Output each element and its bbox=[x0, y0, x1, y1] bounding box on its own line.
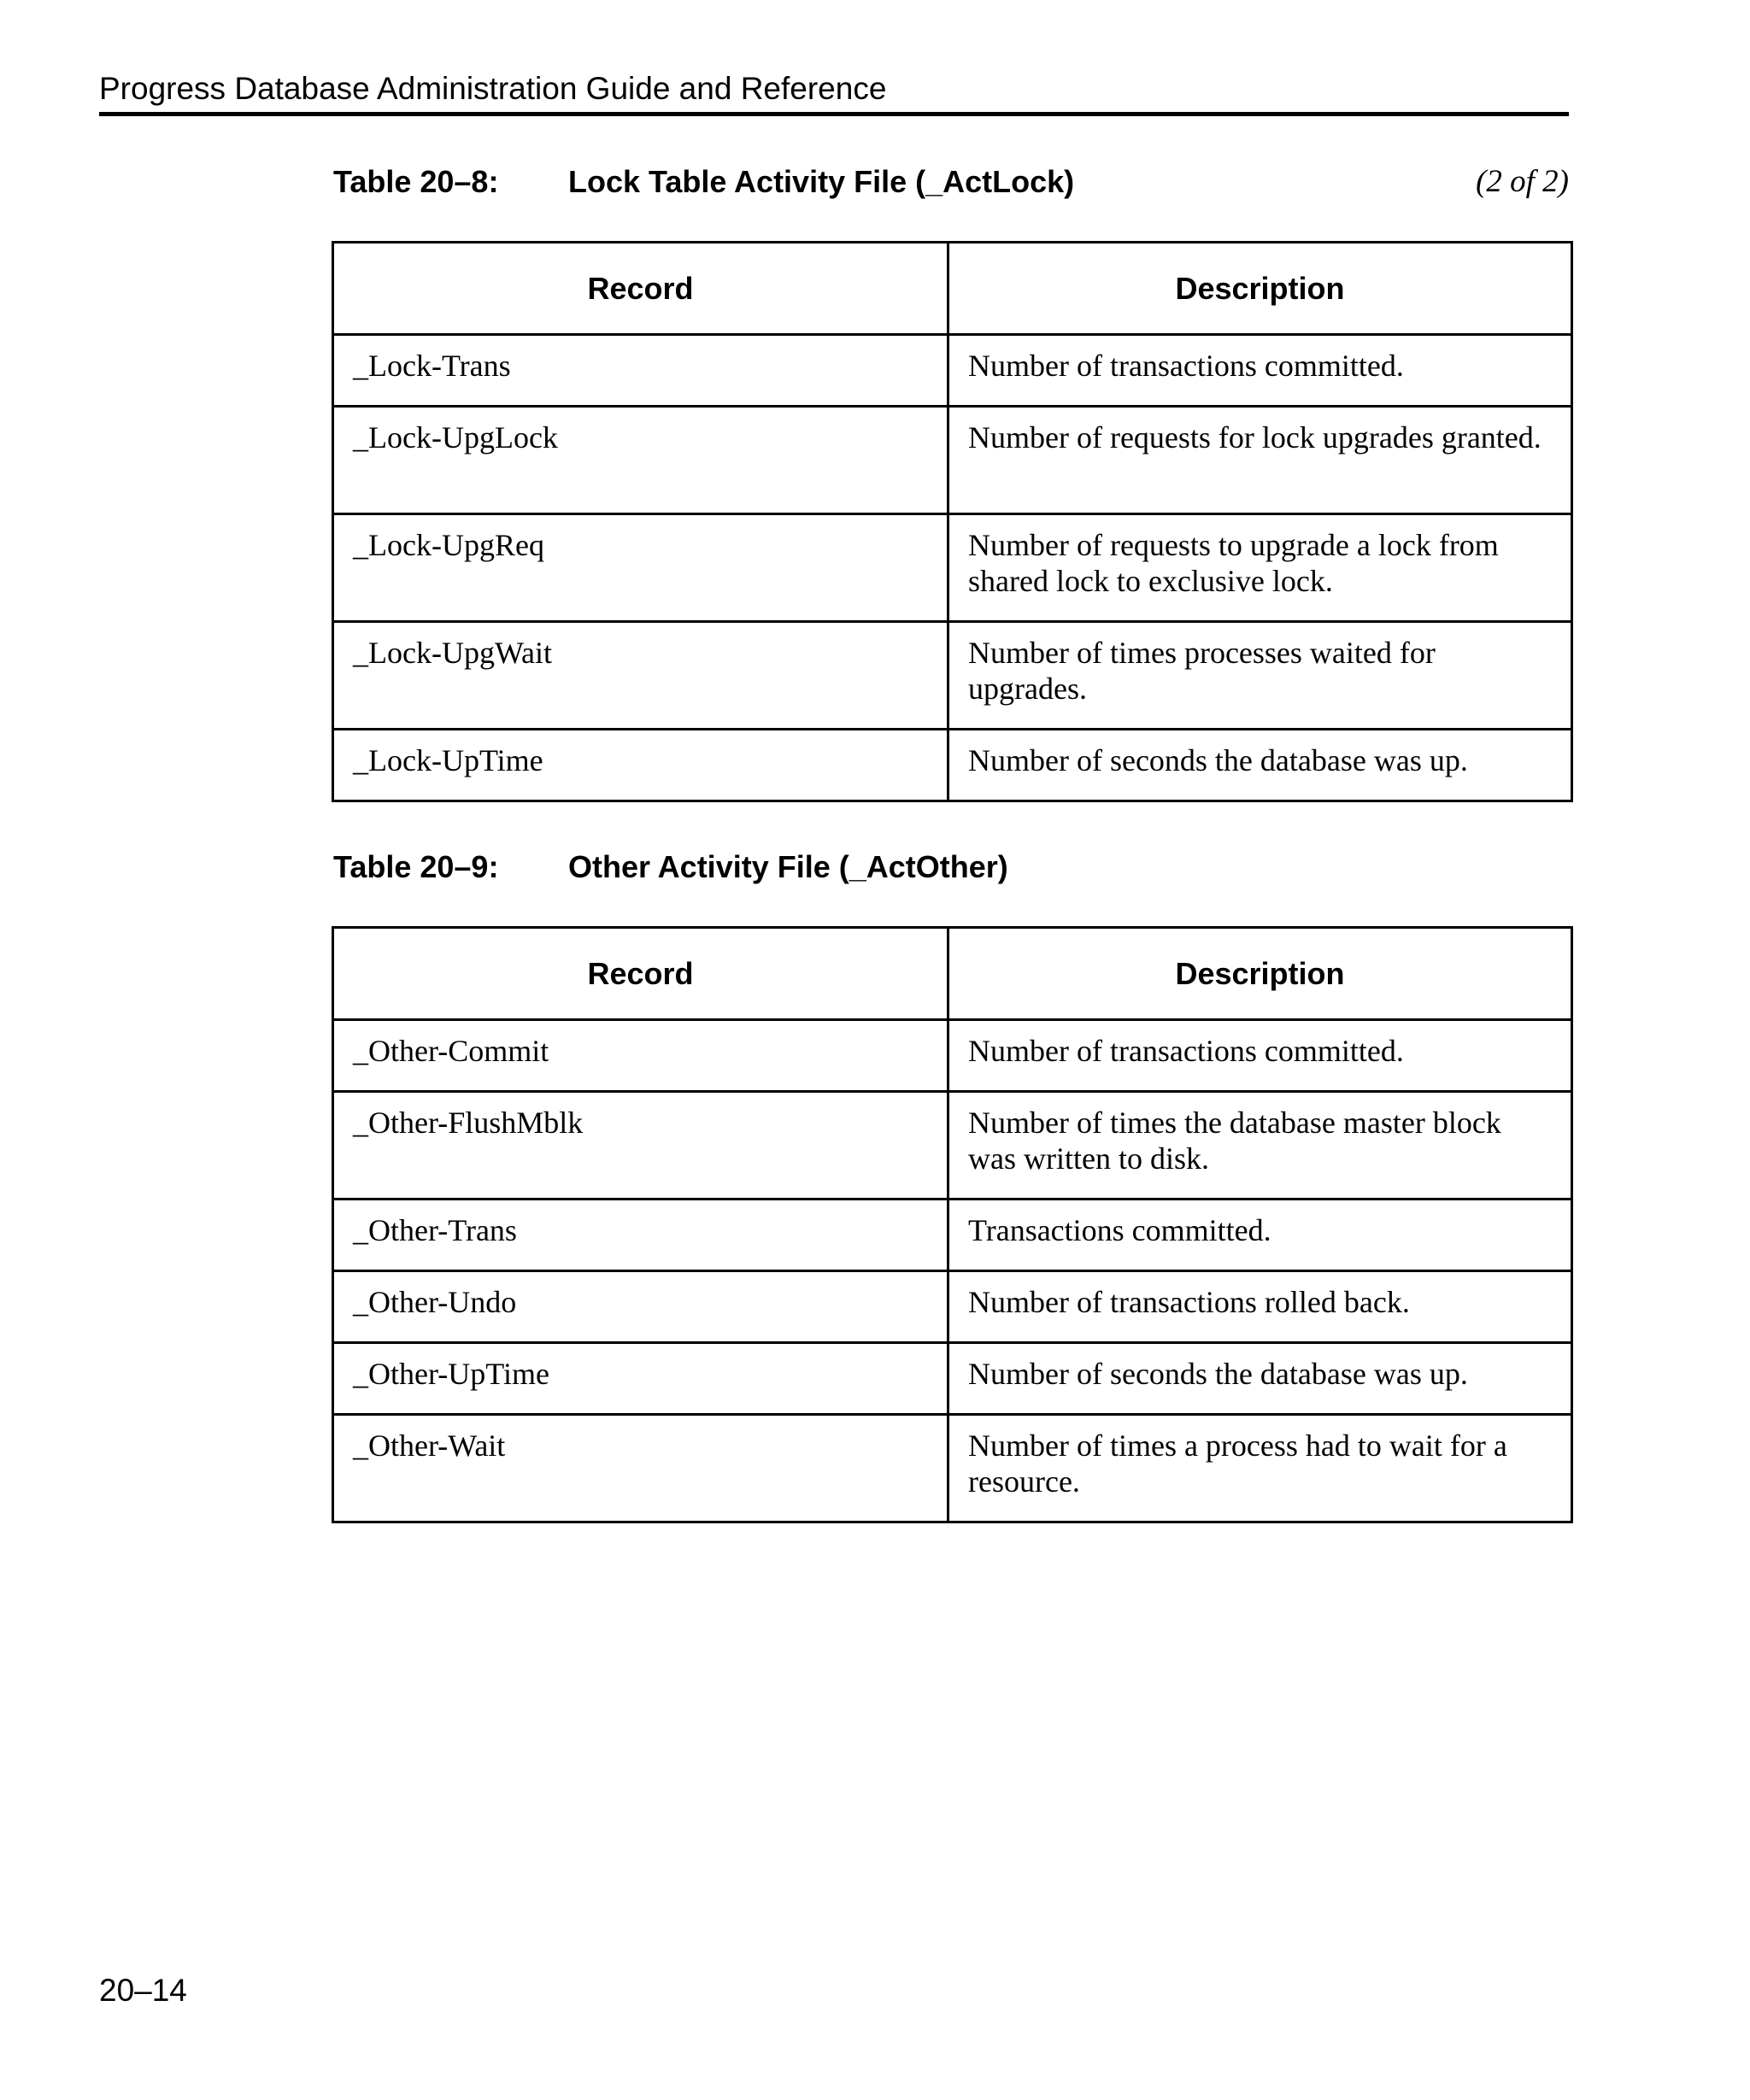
table-header-row bbox=[333, 928, 1572, 1020]
column-header-description: Description bbox=[948, 928, 1572, 1020]
record-cell: _Lock-Trans bbox=[333, 335, 948, 407]
table-header-row bbox=[333, 243, 1572, 335]
table-row bbox=[333, 1343, 1572, 1415]
description-cell: Number of requests to upgrade a lock from shared lock to exclusive lock. bbox=[948, 514, 1572, 622]
table-row bbox=[333, 407, 1572, 514]
record-cell: _Other-FlushMblk bbox=[333, 1092, 948, 1200]
running-header bbox=[99, 70, 1569, 116]
description-cell: Number of transactions committed. bbox=[948, 1020, 1572, 1092]
table-continuation-label: (2 of 2) bbox=[1476, 164, 1569, 199]
record-cell: _Lock-UpgReq bbox=[333, 514, 948, 622]
table-row bbox=[333, 730, 1572, 801]
table-caption-activity-lock bbox=[333, 161, 1569, 203]
running-title: Progress Database Administration Guide and Reference bbox=[99, 71, 887, 106]
table-row bbox=[333, 1200, 1572, 1271]
record-cell: _Other-Wait bbox=[333, 1415, 948, 1522]
record-cell: _Other-UpTime bbox=[333, 1343, 948, 1415]
description-cell: Transactions committed. bbox=[948, 1200, 1572, 1271]
record-cell: _Other-Trans bbox=[333, 1200, 948, 1271]
description-cell: Number of seconds the database was up. bbox=[948, 730, 1572, 801]
description-cell: Number of transactions rolled back. bbox=[948, 1271, 1572, 1343]
description-cell: Number of transactions committed. bbox=[948, 335, 1572, 407]
table-row bbox=[333, 1092, 1572, 1200]
description-cell: Number of requests for lock upgrades granted. bbox=[948, 407, 1572, 514]
column-header-record: Record bbox=[333, 928, 948, 1020]
table-caption-number: Table 20–8: bbox=[333, 164, 499, 199]
record-cell: _Lock-UpTime bbox=[333, 730, 948, 801]
table-row bbox=[333, 1020, 1572, 1092]
record-cell: _Other-Undo bbox=[333, 1271, 948, 1343]
table-row bbox=[333, 622, 1572, 730]
page-number: 20–14 bbox=[99, 1973, 187, 2008]
table-row bbox=[333, 335, 1572, 407]
table-caption-activity-other bbox=[333, 846, 1569, 889]
lock-table-activity-table bbox=[332, 241, 1573, 802]
record-cell: _Lock-UpgLock bbox=[333, 407, 948, 514]
table-row bbox=[333, 1271, 1572, 1343]
record-cell: _Lock-UpgWait bbox=[333, 622, 948, 730]
description-cell: Number of times a process had to wait for a resource. bbox=[948, 1415, 1572, 1522]
table-row bbox=[333, 1415, 1572, 1522]
record-cell: _Other-Commit bbox=[333, 1020, 948, 1092]
column-header-description: Description bbox=[948, 243, 1572, 335]
column-header-record: Record bbox=[333, 243, 948, 335]
description-cell: Number of times the database master block was written to disk. bbox=[948, 1092, 1572, 1200]
table-caption-title: Lock Table Activity File (_ActLock) bbox=[568, 164, 1075, 199]
table-row bbox=[333, 514, 1572, 622]
other-activity-table bbox=[332, 926, 1573, 1523]
description-cell: Number of times processes waited for upgrades. bbox=[948, 622, 1572, 730]
table-caption-number: Table 20–9: bbox=[333, 849, 499, 884]
description-cell: Number of seconds the database was up. bbox=[948, 1343, 1572, 1415]
table-caption-title: Other Activity File (_ActOther) bbox=[568, 849, 1008, 884]
